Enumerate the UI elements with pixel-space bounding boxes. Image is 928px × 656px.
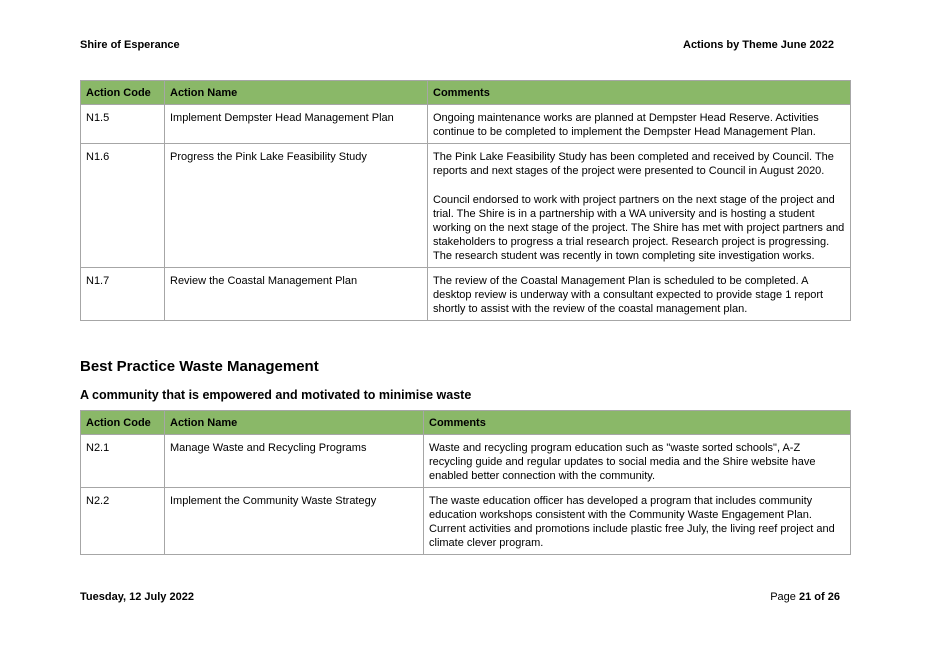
table-row [81,268,851,321]
header-organisation: Shire of Esperance [80,39,180,51]
page-number: 21 [798,591,812,603]
action-code-cell: N1.7 [81,268,165,321]
action-code-cell: N1.6 [81,144,165,268]
table-row [81,105,851,144]
table-row [81,435,851,488]
column-header-action-name: Action Name [165,81,428,105]
section-heading: Best Practice Waste Management [80,358,319,375]
table-header-row [81,81,851,105]
page-total: 26 [827,591,840,603]
comments-cell [428,105,851,144]
action-name-cell: Implement the Community Waste Strategy [165,488,424,555]
column-header-action-code: Action Code [81,81,165,105]
column-header-action-code: Action Code [81,411,165,435]
comments-cell [424,435,851,488]
action-name-cell: Progress the Pink Lake Feasibility Study [165,144,428,268]
comments-cell [424,488,851,555]
comment-paragraph: The review of the Coastal Management Plan is scheduled to be completed. A desktop review is underway with a consultant expected to provide stage 1 report shortly to assist with the review of the coastal management plan. [433,275,824,315]
header-report-title: Actions by Theme June 2022 [683,39,834,51]
section-subheading: A community that is empowered and motivated to minimise waste [80,388,472,402]
action-code-cell: N2.1 [81,435,165,488]
action-name-cell: Review the Coastal Management Plan [165,268,428,321]
table-row [81,488,851,555]
page-label: Page [770,591,796,603]
footer-date: Tuesday, 12 July 2022 [80,591,194,603]
column-header-comments: Comments [428,81,851,105]
comment-paragraph: Ongoing maintenance works are planned at Dempster Head Reserve. Activities continue to be completed to implement the Dempster Head Management Plan. [433,112,819,138]
column-header-comments: Comments [424,411,851,435]
comment-paragraph: The waste education officer has developed a program that includes community education workshops consistent with the Community Waste Engagement Plan. Current activities and promotions include plastic free July, the living reef project and climate clever program. [429,495,835,549]
action-code-cell: N2.2 [81,488,165,555]
actions-table-waste-management [80,410,851,555]
table-header-row [81,411,851,435]
comment-paragraph: Council endorsed to work with project partners on the next stage of the project and trial. The Shire is in a partnership with a WA university and is hosting a student working on the next stage of the project. The Shire has met with project partners and stakeholders to progress a trial research project. Research project is progressing. The research student was recently in town completing site investigation works. [433,194,845,262]
page-of: of [814,591,825,603]
actions-table-natural-areas [80,80,851,321]
footer-page-indicator [770,591,840,603]
comment-paragraph: Waste and recycling program education such as "waste sorted schools", A-Z recycling guide and regular updates to social media and the Shire website have enabled better connection with the community. [429,442,816,482]
comments-cell [428,268,851,321]
column-header-action-name: Action Name [165,411,424,435]
table-row [81,144,851,268]
action-name-cell: Implement Dempster Head Management Plan [165,105,428,144]
action-name-cell: Manage Waste and Recycling Programs [165,435,424,488]
comments-cell [428,144,851,268]
action-code-cell: N1.5 [81,105,165,144]
comment-paragraph: The Pink Lake Feasibility Study has been completed and received by Council. The reports and next stages of the project were presented to Council in August 2020. [433,151,834,177]
